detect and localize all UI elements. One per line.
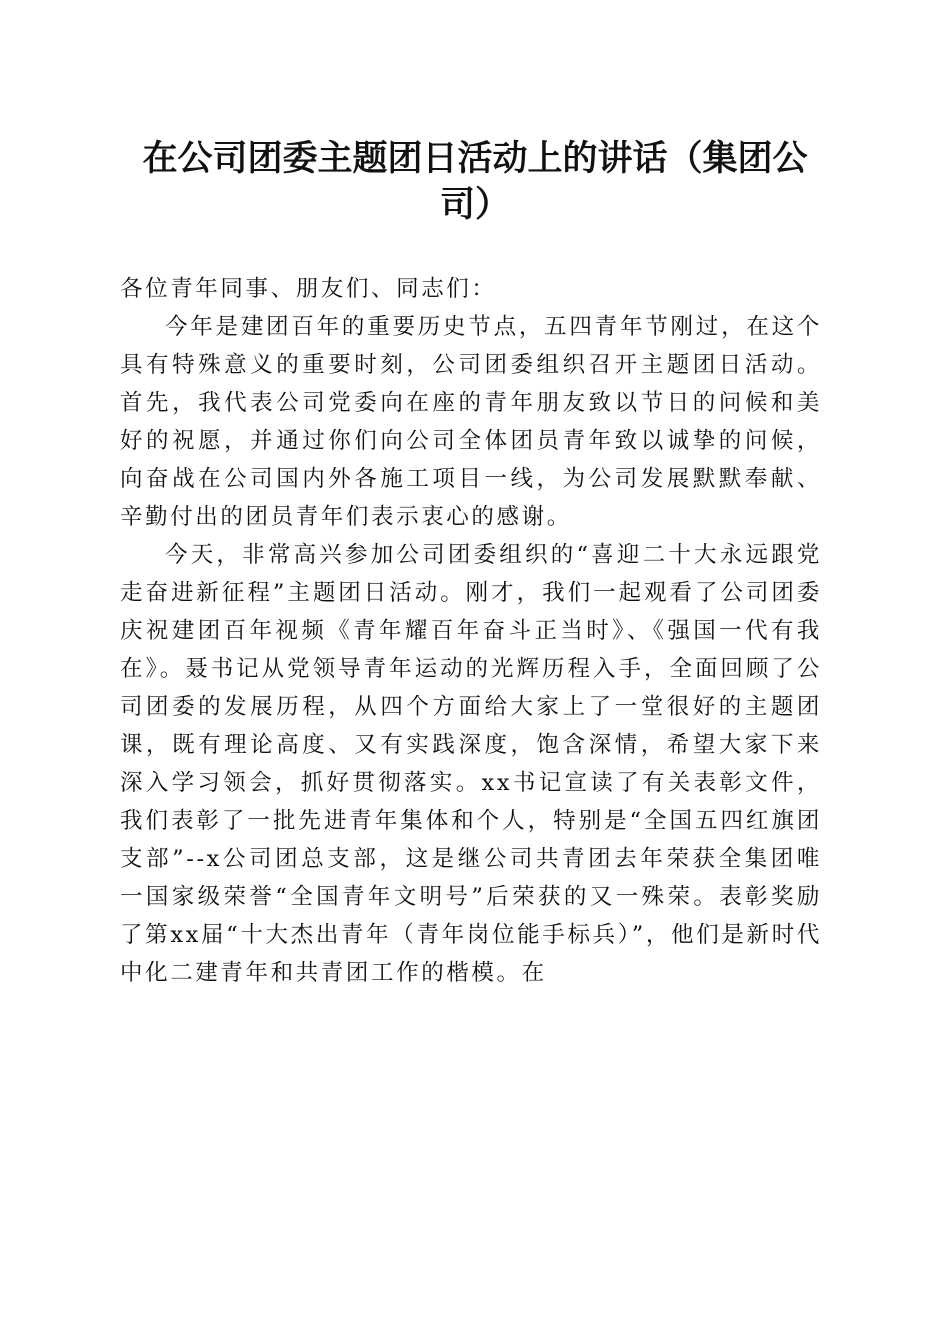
paragraph-1: 今年是建团百年的重要历史节点，五四青年节刚过，在这个具有特殊意义的重要时刻，公司团委组织召开主题团日活动。首先，我代表公司党委向在座的青年朋友致以节日的问候和美好的祝愿，并通过你们向公司全体团员青年致以诚挚的问候，向奋战在公司国内外各施工项目一线，为公司发展默默奉献、辛勤付出的团员青年们表示衷心的感谢。: [120, 314, 822, 530]
document-title: 在公司团委主题团日活动上的讲话（集团公司）: [142, 139, 808, 225]
salutation: 各位青年同事、朋友们、同志们：: [120, 276, 497, 302]
document-body: [120, 270, 822, 992]
paragraph-2: 今天，非常高兴参加公司团委组织的“喜迎二十大永远跟党走奋进新征程”主题团日活动。刚才，我们一起观看了公司团委庆祝建团百年视频《青年耀百年奋斗正当时》、《强国一代有我在》。聂书记从党领导青年运动的光辉历程入手，全面回顾了公司团委的发展历程，从四个方面给大家上了一堂很好的主题团课，既有理论高度、又有实践深度，饱含深情，希望大家下来深入学习领会，抓好贯彻落实。xx书记宣读了有关表彰文件，我们表彰了一批先进青年集体和个人，特别是“全国五四红旗团支部”--x公司团总支部，这是继公司共青团去年荣获全集团唯一国家级荣誉“全国青年文明号”后荣获的又一殊荣。表彰奖励了第xx届“十大杰出青年（青年岗位能手标兵）”，他们是新时代中化二建青年和共青团工作的楷模。在: [120, 542, 822, 986]
